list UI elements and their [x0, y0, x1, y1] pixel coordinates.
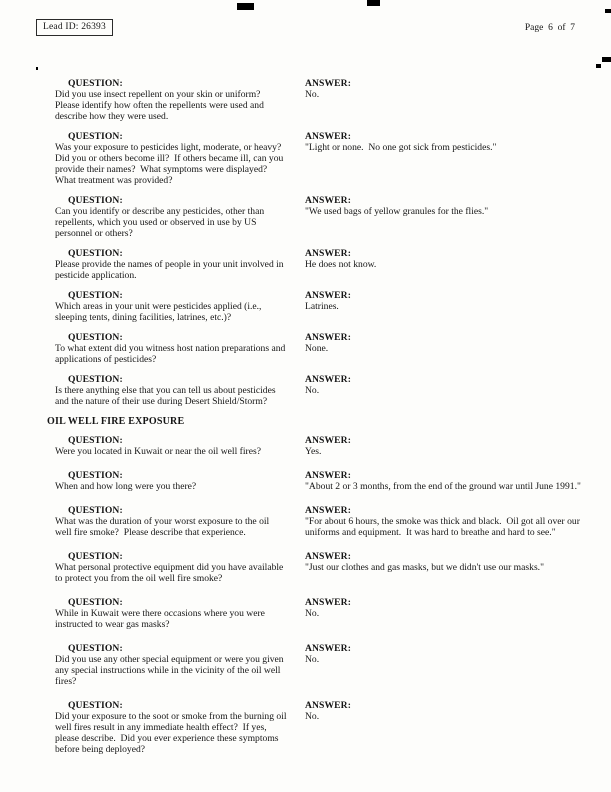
- question-text: When and how long were you there?: [55, 481, 197, 492]
- answer-label: ANSWER:: [305, 332, 352, 343]
- answer-text: No.: [305, 608, 320, 619]
- section-header: OIL WELL FIRE EXPOSURE: [47, 416, 185, 427]
- question-label: QUESTION:: [68, 643, 123, 654]
- question-column: [47, 505, 305, 538]
- answer-text: No.: [305, 711, 320, 722]
- answer-column: [305, 374, 581, 396]
- qa-row: [47, 195, 581, 239]
- question-text: Which areas in your unit were pesticides applied (i.e., sleeping tents, dining facilities, latrines, etc.)?: [55, 301, 264, 323]
- answer-text: Latrines.: [305, 301, 339, 312]
- question-text: While in Kuwait were there occasions where you were instructed to wear gas masks?: [55, 608, 268, 630]
- question-label: QUESTION:: [68, 505, 123, 516]
- answer-text: He does not know.: [305, 259, 377, 270]
- answer-column: [305, 332, 581, 354]
- question-column: [47, 470, 305, 492]
- question-column: [47, 78, 305, 122]
- question-label: QUESTION:: [68, 435, 123, 446]
- qa-row: [47, 597, 581, 630]
- question-text: Was your exposure to pesticides light, moderate, or heavy? Did you or others become ill? If others became ill, can you provide their names? What symptoms were displayed? What treatment was provided?: [55, 142, 287, 186]
- question-column: [47, 435, 305, 457]
- question-label: QUESTION:: [68, 470, 123, 481]
- qa-row: [47, 435, 581, 457]
- scan-artifact: [367, 0, 380, 6]
- qa-row: [47, 290, 581, 323]
- question-column: [47, 597, 305, 630]
- question-column: [47, 643, 305, 687]
- question-text: Is there anything else that you can tell us about pesticides and the nature of their use during Desert Shield/Storm?: [55, 385, 279, 407]
- question-label: QUESTION:: [68, 700, 123, 711]
- question-label: QUESTION:: [68, 290, 123, 301]
- question-label: QUESTION:: [68, 597, 123, 608]
- scan-artifact: [602, 57, 611, 62]
- answer-column: [305, 435, 581, 457]
- answer-text: No.: [305, 654, 320, 665]
- answer-column: [305, 248, 581, 270]
- answer-label: ANSWER:: [305, 470, 352, 481]
- section: [47, 78, 581, 407]
- answer-text: No.: [305, 385, 320, 396]
- question-label: QUESTION:: [68, 332, 123, 343]
- qa-row: [47, 374, 581, 407]
- question-column: [47, 248, 305, 281]
- section: [47, 416, 581, 755]
- answer-label: ANSWER:: [305, 374, 352, 385]
- answer-column: [305, 290, 581, 312]
- scan-artifact: [36, 67, 38, 70]
- answer-label: ANSWER:: [305, 700, 352, 711]
- answer-column: [305, 195, 581, 217]
- qa-row: [47, 78, 581, 122]
- question-column: [47, 195, 305, 239]
- answer-column: [305, 78, 581, 100]
- answer-text: None.: [305, 343, 329, 354]
- qa-row: [47, 332, 581, 365]
- answer-column: [305, 643, 581, 665]
- answer-label: ANSWER:: [305, 290, 352, 301]
- answer-label: ANSWER:: [305, 643, 352, 654]
- question-text: Did your exposure to the soot or smoke from the burning oil well fires result in any immediate health effect? If yes, please describe. Did you ever experience these symptoms before being deployed?: [55, 711, 289, 755]
- answer-column: [305, 700, 581, 722]
- scan-artifact: [605, 9, 611, 13]
- lead-id-label: Lead ID: 26393: [36, 19, 113, 36]
- question-text: Were you located in Kuwait or near the oil well fires?: [55, 446, 261, 457]
- qa-content: [47, 78, 581, 768]
- page-number: Page 6 of 7: [524, 23, 575, 33]
- question-text: To what extent did you witness host nation preparations and applications of pesticides?: [55, 343, 288, 365]
- question-label: QUESTION:: [68, 551, 123, 562]
- answer-label: ANSWER:: [305, 248, 352, 259]
- question-column: [47, 700, 305, 755]
- question-label: QUESTION:: [68, 195, 123, 206]
- qa-row: [47, 700, 581, 755]
- answer-column: [305, 505, 581, 538]
- qa-row: [47, 470, 581, 492]
- qa-row: [47, 551, 581, 584]
- answer-text: "Light or none. No one got sick from pesticides.": [305, 142, 497, 153]
- scan-artifact: [596, 64, 601, 68]
- question-label: QUESTION:: [68, 248, 123, 259]
- answer-label: ANSWER:: [305, 195, 352, 206]
- question-label: QUESTION:: [68, 374, 123, 385]
- qa-row: [47, 248, 581, 281]
- question-text: Did you use any other special equipment or were you given any special instructions while in the vicinity of the oil well fires?: [55, 654, 286, 687]
- qa-row: [47, 505, 581, 538]
- answer-label: ANSWER:: [305, 78, 352, 89]
- answer-column: [305, 597, 581, 619]
- answer-text: Yes.: [305, 446, 322, 457]
- question-text: Please provide the names of people in your unit involved in pesticide application.: [55, 259, 287, 281]
- answer-text: "We used bags of yellow granules for the flies.": [305, 206, 489, 217]
- question-text: Did you use insect repellent on your skin or uniform? Please identify how often the repellents were used and describe how they were used.: [55, 89, 267, 122]
- question-column: [47, 332, 305, 365]
- scan-artifact: [237, 3, 254, 10]
- question-column: [47, 290, 305, 323]
- qa-row: [47, 643, 581, 687]
- answer-column: [305, 131, 581, 153]
- question-label: QUESTION:: [68, 131, 123, 142]
- answer-label: ANSWER:: [305, 597, 352, 608]
- question-column: [47, 551, 305, 584]
- answer-label: ANSWER:: [305, 505, 352, 516]
- answer-text: "Just our clothes and gas masks, but we didn't use our masks.": [305, 562, 544, 573]
- answer-text: "About 2 or 3 months, from the end of the ground war until June 1991.": [305, 481, 581, 492]
- answer-text: "For about 6 hours, the smoke was thick and black. Oil got all over our uniforms and equipment. It was hard to breathe and hard to see.": [305, 516, 583, 538]
- qa-row: [47, 131, 581, 186]
- question-text: What personal protective equipment did you have available to protect you from the oil well fire smoke?: [55, 562, 286, 584]
- question-column: [47, 131, 305, 186]
- question-text: Can you identify or describe any pesticides, other than repellents, which you used or observed in use by US personnel or others?: [55, 206, 267, 239]
- answer-column: [305, 551, 581, 573]
- answer-column: [305, 470, 581, 492]
- answer-label: ANSWER:: [305, 435, 352, 446]
- question-text: What was the duration of your worst exposure to the oil well fire smoke? Please describe that experience.: [55, 516, 272, 538]
- answer-label: ANSWER:: [305, 131, 352, 142]
- answer-text: No.: [305, 89, 320, 100]
- answer-label: ANSWER:: [305, 551, 352, 562]
- question-column: [47, 374, 305, 407]
- question-label: QUESTION:: [68, 78, 123, 89]
